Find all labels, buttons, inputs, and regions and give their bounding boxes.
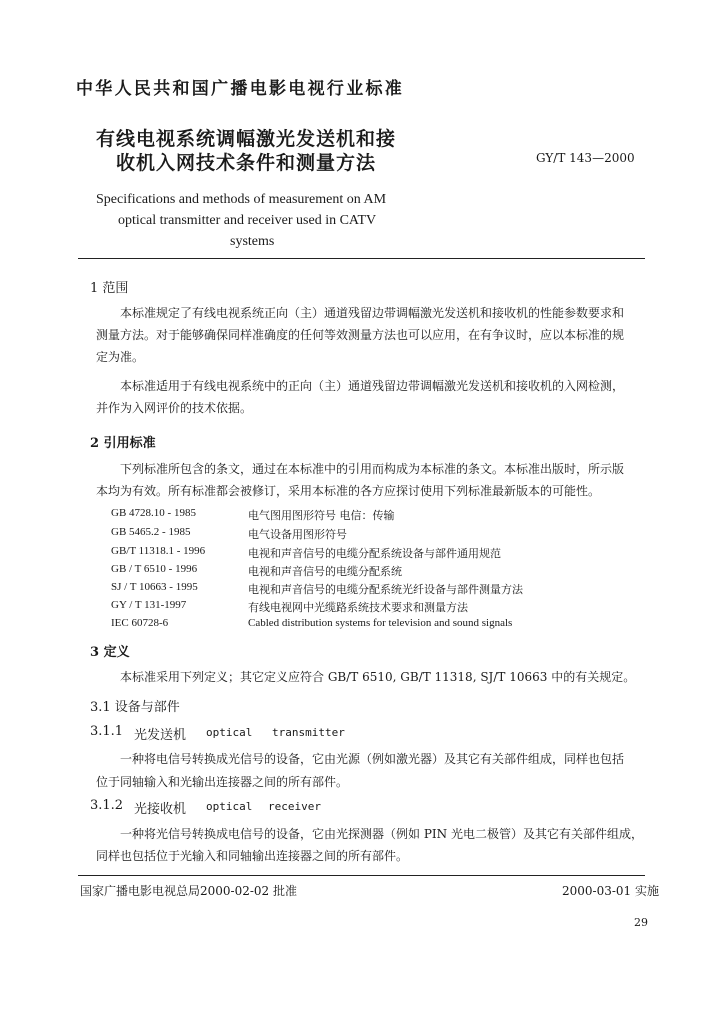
reference-code: GB 5465.2 - 1985 [111, 526, 191, 538]
section-1-para1-line3: 定为准。 [96, 350, 145, 364]
reference-code: SJ / T 10663 - 1995 [111, 581, 198, 593]
section-2-para-line2: 本均为有效。所有标准都会被修订，采用本标准的各方应探讨使用下列标准最新版本的可能性。 [96, 484, 601, 498]
section-2-para-line1: 下列标准所包含的条文，通过在本标准中的引用而构成为本标准的条文。本标准出版时，所示版 [120, 462, 625, 476]
reference-title: 有线电视网中光缆路系统技术要求和测量方法 [248, 601, 468, 614]
section-3-1-1-number: 3.1.1 [90, 724, 124, 739]
footer-divider [78, 875, 645, 876]
section-3-1-1-term-zh: 光发送机 [134, 728, 187, 743]
reference-title: 电视和声音信号的电缆分配系统光纤设备与部件测量方法 [248, 583, 523, 596]
section-3-para: 本标准采用下列定义；其它定义应符合 GB/T 6510, GB/T 11318, SJ/T 10663 中的有关规定。 [120, 670, 636, 684]
section-3-1-2-line2: 同样也包括位于光输入和同轴输出连接器之间的所有部件。 [96, 849, 409, 863]
reference-code: GB 4728.10 - 1985 [111, 507, 196, 519]
section-3-1-1-line2: 位于同轴输入和光输出连接器之间的所有部件。 [96, 775, 349, 789]
reference-code: GY / T 131-1997 [111, 599, 187, 611]
standard-number: GY/T 143—2000 [536, 151, 635, 165]
section-1-para2-line1: 本标准适用于有线电视系统中的正向（主）通道残留边带调幅激光发送机和接收机的入网检测， [120, 379, 625, 393]
reference-title: 电视和声音信号的电缆分配系统 [248, 565, 402, 578]
section-3-1-heading: 3.1 设备与部件 [90, 700, 180, 715]
standard-category-header: 中华人民共和国广播电影电视行业标准 [76, 79, 405, 99]
section-1-para1-line2: 测量方法。对于能够确保同样准确度的任何等效测量方法也可以应用，在有争议时，应以本标准的规 [96, 328, 625, 342]
reference-code: GB/T 11318.1 - 1996 [111, 545, 206, 557]
section-3-heading: 3 定义 [90, 645, 130, 660]
title-zh-line-2: 收机入网技术条件和测量方法 [116, 152, 377, 174]
title-en-line-2: optical transmitter and receiver used in CATV [118, 213, 377, 228]
title-en-line-3: systems [230, 234, 275, 249]
reference-title: 电视和声音信号的电缆分配系统设备与部件通用规范 [248, 547, 501, 560]
section-1-para2-line2: 并作为入网评价的技术依据。 [96, 401, 253, 415]
section-3-1-2-number: 3.1.2 [90, 798, 124, 813]
section-1-para1-line1: 本标准规定了有线电视系统正向（主）通道残留边带调幅激光发送机和接收机的性能参数要求和 [120, 306, 625, 320]
title-zh-line-1: 有线电视系统调幅激光发送机和接 [96, 128, 397, 150]
reference-title: 电气图用图形符号 电信：传输 [248, 509, 395, 522]
reference-title: 电气设备用图形符号 [248, 528, 347, 541]
reference-code: IEC 60728-6 [111, 617, 169, 629]
title-divider [78, 258, 645, 259]
section-3-1-2-line1: 一种将光信号转换成电信号的设备，它由光探测器（例如 PIN 光电二极管）及其它有关部件组成， [120, 827, 643, 841]
page-number: 29 [634, 916, 648, 929]
section-3-1-2-term-en-1: optical [206, 800, 253, 813]
section-1-heading: 1 范围 [90, 281, 129, 296]
section-3-1-2-term-zh: 光接收机 [134, 802, 187, 817]
section-3-1-1-term-en-1: optical [206, 726, 253, 739]
reference-code: GB / T 6510 - 1996 [111, 563, 198, 575]
approval-issuer-date: 国家广播电影电视总局2000-02-02 批准 [80, 884, 298, 898]
section-3-1-1-term-en-2: transmitter [272, 726, 345, 739]
reference-title: Cabled distribution systems for television and sound signals [248, 617, 513, 629]
section-3-1-1-line1: 一种将电信号转换成光信号的设备，它由光源（例如激光器）及其它有关部件组成，同样也包括 [120, 752, 625, 766]
implementation-date: 2000-03-01 实施 [562, 884, 660, 898]
title-en-line-1: Specifications and methods of measurement on AM [96, 192, 387, 207]
section-2-heading: 2 引用标准 [90, 436, 156, 451]
section-3-1-2-term-en-2: receiver [268, 800, 321, 813]
